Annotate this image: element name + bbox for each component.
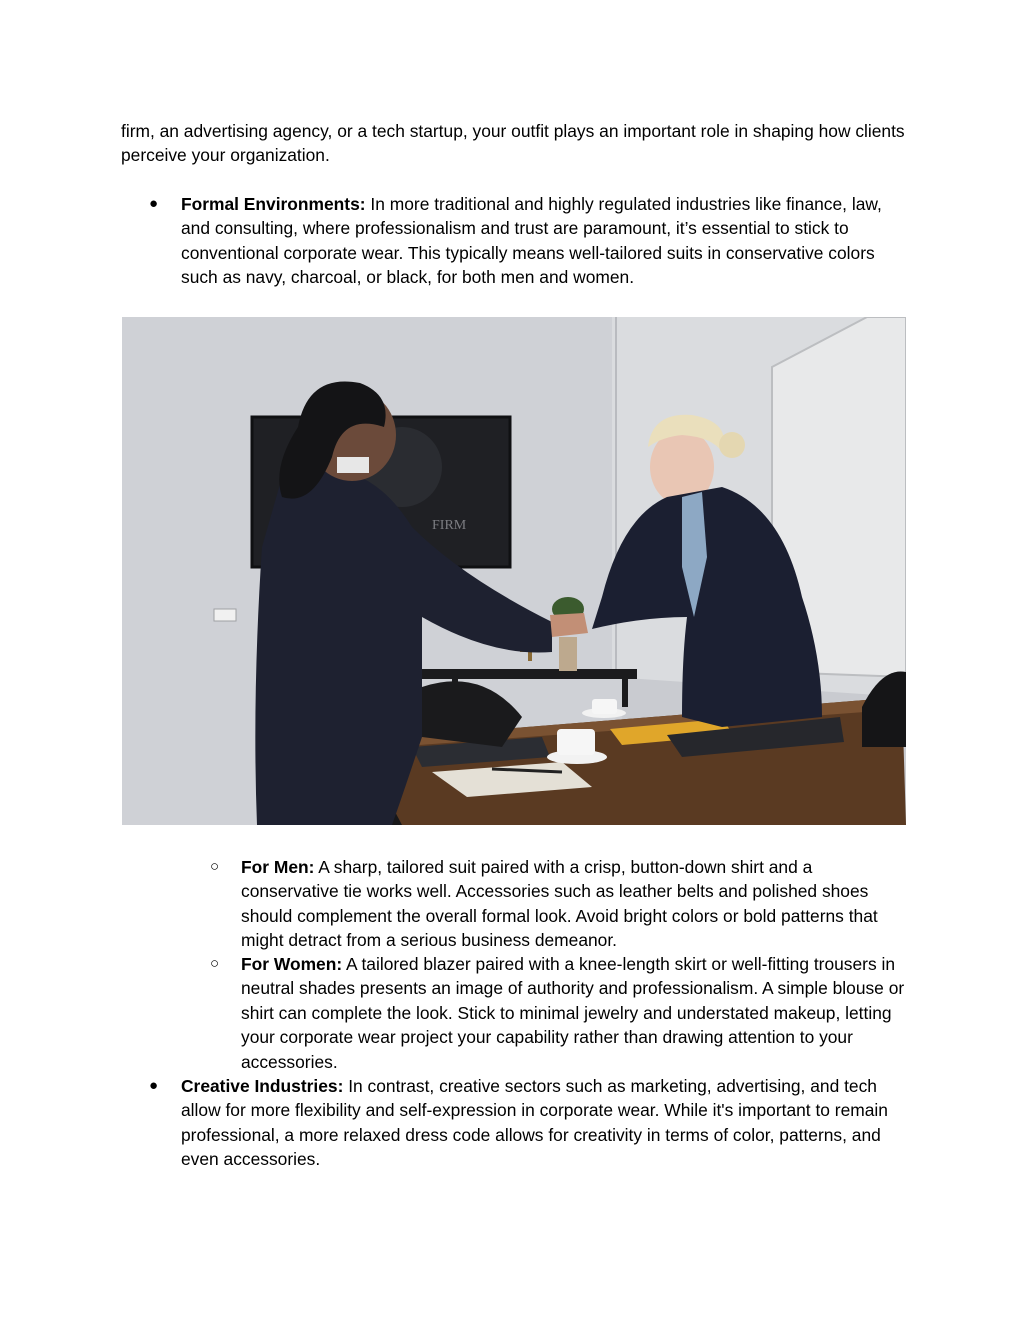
bullet-text: In more traditional and highly regulated industries like finance, law, and consulting, where professionalism and trust are paramount, it’s essential to stick to conventional corporate wear. This typically means well-tailored suits in conservative colors such as navy, charcoal, or black, for both men and women.: [181, 194, 882, 288]
bullet-title: Creative Industries:: [181, 1076, 344, 1096]
bullet-formal-environments: [149, 192, 911, 290]
bullet-marker: ●: [149, 1077, 159, 1094]
bullet-text: A sharp, tailored suit paired with a crisp, button-down shirt and a conservative tie works well. Accessories such as leather belts and polished shoes should complement the overall formal look. Avoid bright colors or bold patterns that might detract from a serious business demeanor.: [241, 857, 878, 951]
business-handshake-photo: [122, 317, 906, 825]
bullet-creative-industries: [149, 1074, 911, 1172]
bullet-text: A tailored blazer paired with a knee-length skirt or well-fitting trousers in neutral shades presents an image of authority and professionalism. A simple blouse or shirt can complete the look. Stick to minimal jewelry and understated makeup, letting your corporate wear project your capability rather than drawing attention to your accessories.: [241, 954, 905, 1072]
bullet-for-women: [210, 952, 911, 1074]
bullet-title: For Men:: [241, 857, 315, 877]
intro-paragraph: firm, an advertising agency, or a tech startup, your outfit plays an important role in shaping how clients perceive your organization.: [121, 121, 905, 166]
bullet-for-men: [210, 855, 911, 953]
bullet-marker: ○: [210, 955, 220, 972]
bullet-marker: ○: [210, 858, 220, 875]
bullet-text: In contrast, creative sectors such as marketing, advertising, and tech allow for more flexibility and self-expression in corporate wear. While it's important to remain professional, a more relaxed dress code allows for creativity in terms of color, patterns, and even accessories.: [181, 1076, 888, 1170]
tv-screen-text: FIRM: [432, 518, 467, 533]
bullet-marker: ●: [149, 195, 159, 212]
bullet-title: For Women:: [241, 954, 343, 974]
bullet-title: Formal Environments:: [181, 194, 366, 214]
